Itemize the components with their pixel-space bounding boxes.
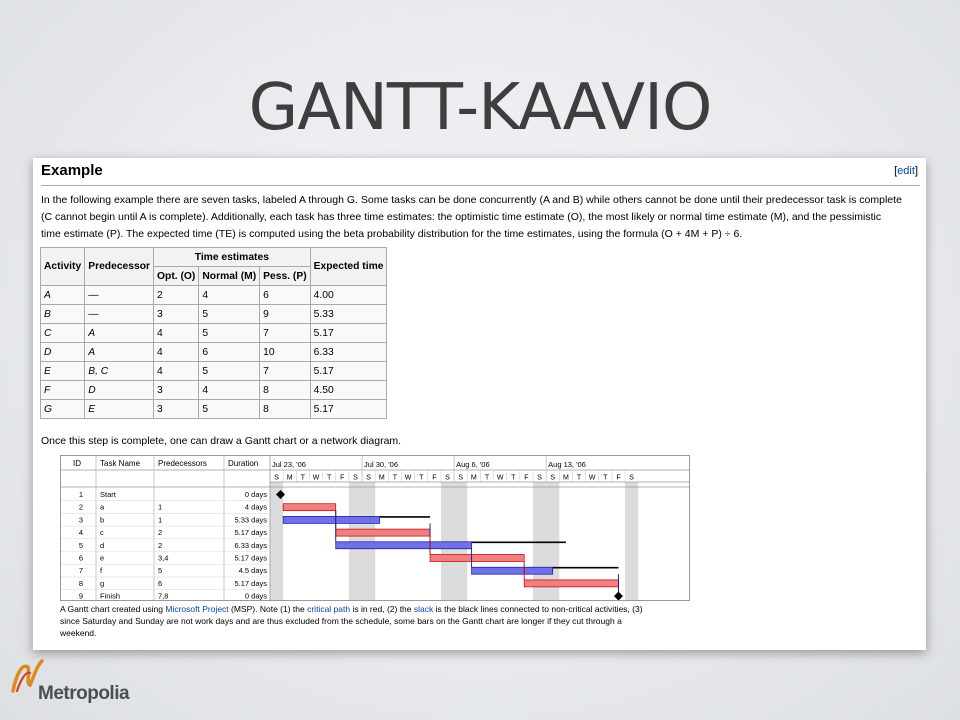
row-predecessors: 6: [158, 578, 163, 588]
gantt-header-dur: Duration: [228, 459, 259, 468]
cell-predecessor: —: [85, 286, 154, 305]
row-duration: 4.5 days: [238, 566, 267, 576]
weekend-column: [349, 482, 362, 600]
cell-expected: 4.50: [310, 381, 387, 400]
week-label: Jul 23, '06: [272, 460, 306, 469]
weekend-column: [441, 482, 454, 600]
row-task-name: e: [100, 553, 105, 563]
cell-pess: 9: [260, 305, 311, 324]
cell-expected: 5.17: [310, 324, 387, 343]
estimate-row: [41, 286, 387, 305]
row-predecessors: 5: [158, 566, 163, 576]
cell-activity: C: [41, 324, 85, 343]
cell-expected: 6.33: [310, 343, 387, 362]
cell-activity: D: [41, 343, 85, 362]
estimate-row: [41, 305, 387, 324]
day-letter: S: [537, 474, 542, 482]
cell-activity: A: [41, 286, 85, 305]
noncritical-task-bar: [336, 542, 472, 549]
week-label: Aug 6, '06: [456, 460, 490, 469]
caption-line-3: weekend.: [60, 628, 97, 638]
week-label: Jul 30, '06: [364, 460, 399, 469]
estimate-row: [41, 343, 387, 362]
cell-pess: 6: [260, 286, 311, 305]
row-task-name: Finish: [100, 591, 121, 600]
cell-normal: 5: [199, 362, 260, 381]
col-time-estimates: Time estimates: [154, 248, 311, 267]
row-duration: 0 days: [244, 591, 267, 600]
edit-link[interactable]: edit: [897, 165, 915, 177]
row-duration: 5.17 days: [234, 553, 267, 563]
gantt-chart: [61, 456, 689, 600]
day-letter: T: [511, 474, 516, 482]
cell-opt: 3: [154, 305, 199, 324]
row-id: 9: [78, 591, 83, 600]
day-letter: W: [588, 474, 596, 482]
day-letter: M: [470, 474, 477, 482]
intro-line-3: time estimate (P). The expected time (TE) is computed using the beta probability distribution for the time estimates, using the formula (O + 4M + P) ÷ 6.: [41, 228, 743, 240]
cell-predecessor: E: [85, 400, 154, 419]
section-heading: Example: [41, 162, 103, 179]
cell-predecessor: A: [85, 343, 154, 362]
cell-pess: 7: [260, 362, 311, 381]
cell-expected: 5.17: [310, 362, 387, 381]
day-letter: T: [484, 474, 490, 482]
critical-task-bar: [283, 504, 336, 511]
metropolia-logo: [8, 655, 138, 715]
cell-expected: 4.00: [310, 286, 387, 305]
weekend-column: [454, 482, 467, 600]
cell-normal: 5: [199, 324, 260, 343]
cell-activity: B: [41, 305, 85, 324]
cell-normal: 4: [199, 286, 260, 305]
estimate-row: [41, 381, 387, 400]
day-letter: W: [404, 474, 412, 482]
gantt-figure: [60, 455, 690, 645]
cell-opt: 4: [154, 324, 199, 343]
day-letter: F: [524, 474, 529, 482]
intro-paragraph: [41, 192, 921, 243]
row-duration: 5.17 days: [234, 578, 267, 588]
cell-opt: 4: [154, 343, 199, 362]
heading-rule: [41, 185, 920, 186]
noncritical-task-bar: [472, 567, 553, 574]
day-letter: T: [392, 474, 398, 482]
intro-line-1: In the following example there are seven tasks, labeled A through G. Some tasks can be done concurrently (A and B) while others cannot be done until their predecessor task is complete: [41, 194, 902, 206]
row-id: 2: [78, 502, 83, 512]
cell-opt: 4: [154, 362, 199, 381]
day-letter: S: [445, 474, 450, 482]
gantt-header-id: ID: [73, 459, 81, 468]
weekend-column: [270, 482, 283, 600]
noncritical-task-bar: [283, 516, 379, 523]
day-letter: M: [562, 474, 569, 482]
cell-activity: G: [41, 400, 85, 419]
cell-expected: 5.17: [310, 400, 387, 419]
cell-expected: 5.33: [310, 305, 387, 324]
day-letter: S: [458, 474, 464, 482]
row-duration: 0 days: [244, 490, 267, 499]
cell-opt: 3: [154, 381, 199, 400]
col-expected-time: Expected time: [310, 248, 387, 286]
week-label: Aug 13, '06: [548, 460, 586, 469]
cell-pess: 8: [260, 381, 311, 400]
cell-predecessor: A: [85, 324, 154, 343]
col-normal: Normal (M): [199, 267, 260, 286]
cell-normal: 6: [199, 343, 260, 362]
day-letter: S: [353, 474, 358, 482]
gantt-header-task: Task Name: [100, 459, 141, 468]
row-duration: 4 days: [244, 502, 267, 512]
edit-link-wrapper: [edit]: [894, 165, 918, 177]
row-predecessors: 1: [158, 502, 163, 512]
slack-link[interactable]: slack: [413, 604, 434, 614]
weekend-column: [625, 482, 638, 600]
day-letter: S: [366, 474, 371, 482]
row-id: 4: [78, 528, 83, 538]
time-estimates-table: [40, 247, 387, 419]
row-task-name: b: [100, 515, 105, 525]
col-activity: Activity: [41, 248, 85, 286]
row-id: 7: [78, 566, 83, 576]
day-letter: F: [616, 474, 621, 482]
row-task-name: f: [100, 566, 103, 576]
metropolia-logo-text: Metropolia: [38, 683, 130, 704]
row-predecessors: 7,8: [158, 591, 169, 600]
row-id: 8: [78, 578, 83, 588]
row-task-name: g: [100, 578, 105, 588]
cell-predecessor: B, C: [85, 362, 154, 381]
row-predecessors: 3,4: [158, 553, 169, 563]
gantt-chart-image: [60, 455, 690, 601]
col-predecessor: Predecessor: [85, 248, 154, 286]
estimate-row: [41, 324, 387, 343]
cell-pess: 7: [260, 324, 311, 343]
day-letter: T: [419, 474, 424, 482]
day-letter: S: [550, 474, 556, 482]
critical-task-bar: [336, 529, 430, 536]
cell-normal: 4: [199, 381, 260, 400]
after-table-text: Once this step is complete, one can draw a Gantt chart or a network diagram.: [41, 435, 402, 447]
cell-normal: 5: [199, 400, 260, 419]
gantt-caption: A Gantt chart created using Microsoft Project (MSP). Note (1) the critical path is in red, (2) the slack is the black lines connected to non-critical activities, (3) since Saturday and Sunday are not work days and are thus excluded from the schedule, some bars on the Gantt chart are longer if they cut through a weekend.: [60, 604, 643, 638]
day-letter: F: [432, 474, 437, 482]
row-predecessors: 2: [158, 528, 163, 538]
day-letter: M: [286, 474, 293, 482]
col-opt: Opt. (O): [154, 267, 199, 286]
row-task-name: d: [100, 540, 105, 550]
wiki-example-panel: [33, 158, 926, 650]
cell-opt: 2: [154, 286, 199, 305]
day-letter: T: [327, 474, 332, 482]
day-letter: W: [496, 474, 504, 482]
caption-line-2: since Saturday and Sunday are not work days and are thus excluded from the schedule, some bars on the Gantt chart are longer if they cut through a: [60, 616, 622, 626]
milestone-diamond: [614, 592, 623, 600]
row-task-name: c: [100, 528, 104, 538]
row-id: 5: [78, 540, 83, 550]
cell-pess: 8: [260, 400, 311, 419]
critical-path-link[interactable]: critical path: [307, 604, 351, 614]
row-task-name: a: [100, 502, 105, 512]
day-letter: T: [576, 474, 582, 482]
day-letter: F: [340, 474, 345, 482]
row-id: 1: [78, 490, 83, 499]
day-letter: S: [274, 474, 279, 482]
day-letter: W: [312, 474, 320, 482]
day-letter: T: [603, 474, 608, 482]
cell-opt: 3: [154, 400, 199, 419]
cell-predecessor: —: [85, 305, 154, 324]
row-predecessors: 2: [158, 540, 163, 550]
estimate-row: [41, 362, 387, 381]
row-id: 6: [78, 553, 83, 563]
critical-task-bar: [430, 555, 524, 562]
intro-line-2: (C cannot begin until A is complete). Additionally, each task has three time estimates: the optimistic time estimate (O), the most likely or normal time estimate (M), and the pessimistic: [41, 211, 882, 223]
microsoft-project-link[interactable]: Microsoft Project: [165, 604, 229, 614]
day-letter: T: [300, 474, 306, 482]
cell-predecessor: D: [85, 381, 154, 400]
estimate-row: [41, 400, 387, 419]
row-duration: 5.17 days: [234, 528, 267, 538]
cell-activity: F: [41, 381, 85, 400]
cell-activity: E: [41, 362, 85, 381]
row-task-name: Start: [100, 490, 116, 499]
gantt-header-pred: Predecessors: [158, 459, 207, 468]
slide-title: GANTT-KAAVIO: [248, 71, 712, 145]
cell-normal: 5: [199, 305, 260, 324]
cell-pess: 10: [260, 343, 311, 362]
critical-task-bar: [524, 580, 618, 587]
col-pess: Pess. (P): [260, 267, 311, 286]
weekend-column: [362, 482, 375, 600]
row-predecessors: 1: [158, 515, 163, 525]
row-duration: 6.33 days: [234, 540, 267, 550]
row-id: 3: [78, 515, 83, 525]
day-letter: M: [378, 474, 385, 482]
day-letter: S: [629, 474, 634, 482]
row-duration: 5.33 days: [234, 515, 267, 525]
